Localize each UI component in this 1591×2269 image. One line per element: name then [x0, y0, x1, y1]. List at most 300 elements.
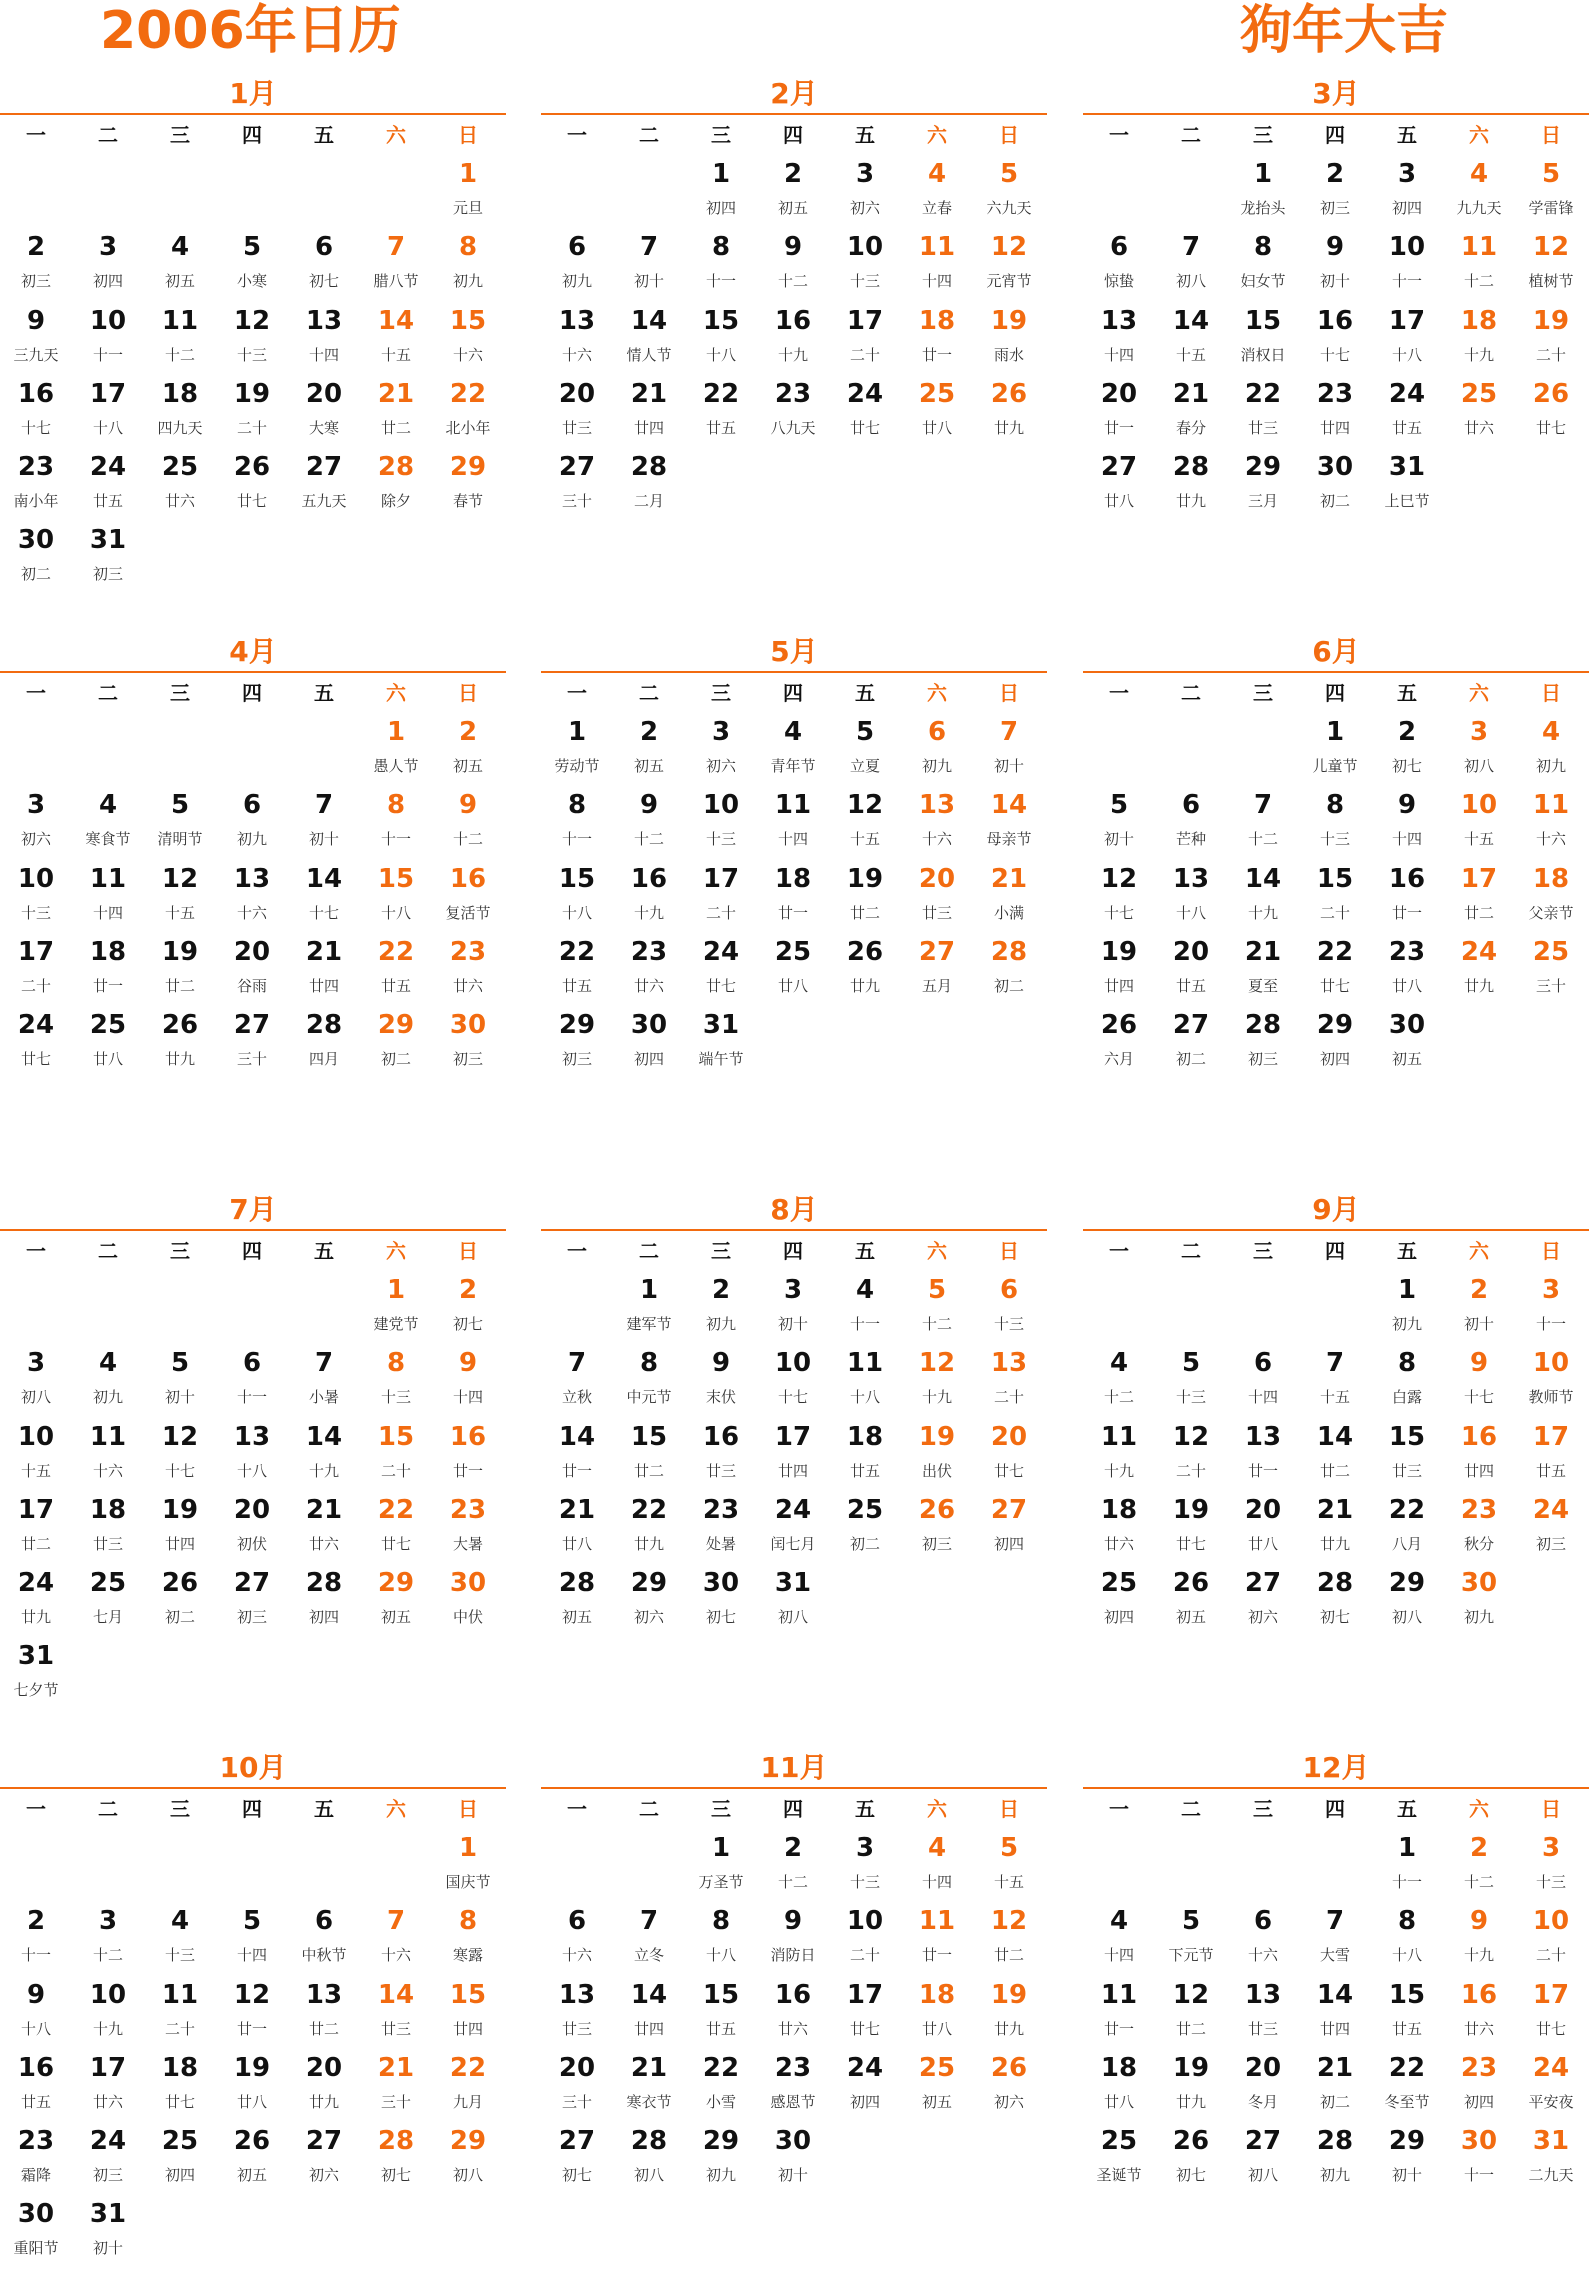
day-cell[interactable]: [1083, 302, 1155, 375]
day-cell[interactable]: [1083, 1902, 1155, 1975]
day-cell[interactable]: [1083, 1564, 1155, 1637]
day-cell[interactable]: [0, 1564, 72, 1637]
day-cell[interactable]: [613, 2049, 685, 2122]
day-cell[interactable]: [973, 302, 1045, 375]
day-cell[interactable]: [144, 786, 216, 859]
day-cell[interactable]: [901, 375, 973, 448]
day-cell[interactable]: [288, 228, 360, 301]
day-cell[interactable]: [0, 786, 72, 859]
day-cell[interactable]: [360, 375, 432, 448]
day-cell[interactable]: [1083, 1006, 1155, 1079]
day-cell[interactable]: [216, 228, 288, 301]
day-cell[interactable]: [541, 448, 613, 521]
day-cell[interactable]: [216, 1976, 288, 2049]
day-cell[interactable]: [0, 1418, 72, 1491]
day-cell[interactable]: [1155, 1564, 1227, 1637]
day-cell[interactable]: [432, 155, 504, 228]
day-cell[interactable]: [1371, 713, 1443, 786]
day-cell[interactable]: [685, 302, 757, 375]
day-cell[interactable]: [541, 713, 613, 786]
day-cell[interactable]: [1443, 1271, 1515, 1344]
day-cell[interactable]: [973, 933, 1045, 1006]
day-cell[interactable]: [144, 860, 216, 933]
day-cell[interactable]: [685, 933, 757, 1006]
day-cell[interactable]: [1443, 713, 1515, 786]
day-cell[interactable]: [1227, 155, 1299, 228]
day-cell[interactable]: [1227, 1006, 1299, 1079]
day-cell[interactable]: [973, 2049, 1045, 2122]
day-cell[interactable]: [613, 1006, 685, 1079]
day-cell[interactable]: [216, 1491, 288, 1564]
day-cell[interactable]: [973, 786, 1045, 859]
day-cell[interactable]: [541, 1418, 613, 1491]
day-cell[interactable]: [541, 933, 613, 1006]
day-cell[interactable]: [1515, 1271, 1587, 1344]
day-cell[interactable]: [685, 1976, 757, 2049]
day-cell[interactable]: [288, 1902, 360, 1975]
day-cell[interactable]: [288, 375, 360, 448]
day-cell[interactable]: [0, 2195, 72, 2268]
day-cell[interactable]: [432, 1491, 504, 1564]
day-cell[interactable]: [541, 302, 613, 375]
day-cell[interactable]: [144, 1344, 216, 1417]
day-cell[interactable]: [757, 1344, 829, 1417]
day-cell[interactable]: [1371, 448, 1443, 521]
day-cell[interactable]: [72, 2122, 144, 2195]
day-cell[interactable]: [1371, 1006, 1443, 1079]
day-cell[interactable]: [1227, 375, 1299, 448]
day-cell[interactable]: [1155, 1006, 1227, 1079]
day-cell[interactable]: [288, 2122, 360, 2195]
day-cell[interactable]: [685, 860, 757, 933]
day-cell[interactable]: [1227, 2049, 1299, 2122]
day-cell[interactable]: [360, 713, 432, 786]
day-cell[interactable]: [1083, 2049, 1155, 2122]
day-cell[interactable]: [613, 1902, 685, 1975]
day-cell[interactable]: [1227, 1491, 1299, 1564]
day-cell[interactable]: [1083, 933, 1155, 1006]
day-cell[interactable]: [1515, 302, 1587, 375]
day-cell[interactable]: [72, 448, 144, 521]
day-cell[interactable]: [1155, 1976, 1227, 2049]
day-cell[interactable]: [216, 2122, 288, 2195]
day-cell[interactable]: [360, 2049, 432, 2122]
day-cell[interactable]: [0, 1344, 72, 1417]
day-cell[interactable]: [360, 786, 432, 859]
day-cell[interactable]: [541, 2122, 613, 2195]
day-cell[interactable]: [1299, 375, 1371, 448]
day-cell[interactable]: [144, 2049, 216, 2122]
day-cell[interactable]: [541, 1902, 613, 1975]
day-cell[interactable]: [288, 1418, 360, 1491]
day-cell[interactable]: [72, 375, 144, 448]
day-cell[interactable]: [1443, 860, 1515, 933]
day-cell[interactable]: [1155, 2049, 1227, 2122]
day-cell[interactable]: [1299, 933, 1371, 1006]
day-cell[interactable]: [1515, 1829, 1587, 1902]
day-cell[interactable]: [757, 786, 829, 859]
day-cell[interactable]: [72, 1902, 144, 1975]
day-cell[interactable]: [360, 860, 432, 933]
day-cell[interactable]: [901, 1271, 973, 1344]
day-cell[interactable]: [973, 375, 1045, 448]
day-cell[interactable]: [432, 2122, 504, 2195]
day-cell[interactable]: [613, 1271, 685, 1344]
day-cell[interactable]: [1515, 860, 1587, 933]
day-cell[interactable]: [1299, 2122, 1371, 2195]
day-cell[interactable]: [72, 2195, 144, 2268]
day-cell[interactable]: [432, 860, 504, 933]
day-cell[interactable]: [1515, 2049, 1587, 2122]
day-cell[interactable]: [216, 375, 288, 448]
day-cell[interactable]: [1443, 1344, 1515, 1417]
day-cell[interactable]: [1515, 786, 1587, 859]
day-cell[interactable]: [613, 2122, 685, 2195]
day-cell[interactable]: [1515, 155, 1587, 228]
day-cell[interactable]: [288, 1006, 360, 1079]
day-cell[interactable]: [1083, 786, 1155, 859]
day-cell[interactable]: [757, 375, 829, 448]
day-cell[interactable]: [144, 375, 216, 448]
day-cell[interactable]: [829, 1271, 901, 1344]
day-cell[interactable]: [288, 448, 360, 521]
day-cell[interactable]: [216, 933, 288, 1006]
day-cell[interactable]: [216, 860, 288, 933]
day-cell[interactable]: [829, 1902, 901, 1975]
day-cell[interactable]: [432, 302, 504, 375]
day-cell[interactable]: [1155, 933, 1227, 1006]
day-cell[interactable]: [901, 1829, 973, 1902]
day-cell[interactable]: [541, 1344, 613, 1417]
day-cell[interactable]: [360, 2122, 432, 2195]
day-cell[interactable]: [1083, 228, 1155, 301]
day-cell[interactable]: [685, 2122, 757, 2195]
day-cell[interactable]: [1443, 1491, 1515, 1564]
day-cell[interactable]: [613, 302, 685, 375]
day-cell[interactable]: [1155, 228, 1227, 301]
day-cell[interactable]: [144, 448, 216, 521]
day-cell[interactable]: [1227, 1418, 1299, 1491]
day-cell[interactable]: [1443, 933, 1515, 1006]
day-cell[interactable]: [685, 228, 757, 301]
day-cell[interactable]: [757, 713, 829, 786]
day-cell[interactable]: [973, 860, 1045, 933]
day-cell[interactable]: [1371, 860, 1443, 933]
day-cell[interactable]: [1227, 1902, 1299, 1975]
day-cell[interactable]: [829, 2049, 901, 2122]
day-cell[interactable]: [541, 375, 613, 448]
day-cell[interactable]: [829, 375, 901, 448]
day-cell[interactable]: [1515, 933, 1587, 1006]
day-cell[interactable]: [72, 1491, 144, 1564]
day-cell[interactable]: [1155, 448, 1227, 521]
day-cell[interactable]: [432, 1976, 504, 2049]
day-cell[interactable]: [1155, 302, 1227, 375]
day-cell[interactable]: [1299, 786, 1371, 859]
day-cell[interactable]: [1083, 860, 1155, 933]
day-cell[interactable]: [1299, 1344, 1371, 1417]
day-cell[interactable]: [432, 1902, 504, 1975]
day-cell[interactable]: [901, 1491, 973, 1564]
day-cell[interactable]: [541, 786, 613, 859]
day-cell[interactable]: [288, 1344, 360, 1417]
day-cell[interactable]: [216, 1902, 288, 1975]
day-cell[interactable]: [685, 1344, 757, 1417]
day-cell[interactable]: [829, 1344, 901, 1417]
day-cell[interactable]: [757, 228, 829, 301]
day-cell[interactable]: [1371, 155, 1443, 228]
day-cell[interactable]: [1299, 860, 1371, 933]
day-cell[interactable]: [1083, 1344, 1155, 1417]
day-cell[interactable]: [829, 1829, 901, 1902]
day-cell[interactable]: [829, 1418, 901, 1491]
day-cell[interactable]: [1371, 1564, 1443, 1637]
day-cell[interactable]: [144, 1564, 216, 1637]
day-cell[interactable]: [1227, 2122, 1299, 2195]
day-cell[interactable]: [432, 1829, 504, 1902]
day-cell[interactable]: [901, 713, 973, 786]
day-cell[interactable]: [0, 302, 72, 375]
day-cell[interactable]: [1443, 302, 1515, 375]
day-cell[interactable]: [144, 302, 216, 375]
day-cell[interactable]: [1155, 860, 1227, 933]
day-cell[interactable]: [901, 1902, 973, 1975]
day-cell[interactable]: [685, 1564, 757, 1637]
day-cell[interactable]: [757, 1491, 829, 1564]
day-cell[interactable]: [1299, 302, 1371, 375]
day-cell[interactable]: [613, 375, 685, 448]
day-cell[interactable]: [216, 302, 288, 375]
day-cell[interactable]: [1299, 228, 1371, 301]
day-cell[interactable]: [432, 786, 504, 859]
day-cell[interactable]: [1371, 933, 1443, 1006]
day-cell[interactable]: [1299, 2049, 1371, 2122]
day-cell[interactable]: [829, 1976, 901, 2049]
day-cell[interactable]: [973, 1976, 1045, 2049]
day-cell[interactable]: [1371, 2049, 1443, 2122]
day-cell[interactable]: [432, 1344, 504, 1417]
day-cell[interactable]: [288, 860, 360, 933]
day-cell[interactable]: [613, 1976, 685, 2049]
day-cell[interactable]: [1371, 1902, 1443, 1975]
day-cell[interactable]: [613, 786, 685, 859]
day-cell[interactable]: [973, 155, 1045, 228]
day-cell[interactable]: [685, 375, 757, 448]
day-cell[interactable]: [757, 1418, 829, 1491]
day-cell[interactable]: [1443, 1902, 1515, 1975]
day-cell[interactable]: [288, 1564, 360, 1637]
day-cell[interactable]: [973, 1418, 1045, 1491]
day-cell[interactable]: [1155, 375, 1227, 448]
day-cell[interactable]: [757, 1902, 829, 1975]
day-cell[interactable]: [144, 2122, 216, 2195]
day-cell[interactable]: [432, 1564, 504, 1637]
day-cell[interactable]: [1083, 1491, 1155, 1564]
day-cell[interactable]: [0, 1491, 72, 1564]
day-cell[interactable]: [541, 1006, 613, 1079]
day-cell[interactable]: [829, 933, 901, 1006]
day-cell[interactable]: [901, 155, 973, 228]
day-cell[interactable]: [1155, 1344, 1227, 1417]
day-cell[interactable]: [901, 1976, 973, 2049]
day-cell[interactable]: [541, 1564, 613, 1637]
day-cell[interactable]: [432, 228, 504, 301]
day-cell[interactable]: [1299, 1902, 1371, 1975]
day-cell[interactable]: [613, 1564, 685, 1637]
day-cell[interactable]: [72, 786, 144, 859]
day-cell[interactable]: [973, 1271, 1045, 1344]
day-cell[interactable]: [1155, 1418, 1227, 1491]
day-cell[interactable]: [1515, 1976, 1587, 2049]
day-cell[interactable]: [0, 860, 72, 933]
day-cell[interactable]: [1371, 375, 1443, 448]
day-cell[interactable]: [0, 228, 72, 301]
day-cell[interactable]: [1371, 1271, 1443, 1344]
day-cell[interactable]: [901, 228, 973, 301]
day-cell[interactable]: [432, 375, 504, 448]
day-cell[interactable]: [1227, 1976, 1299, 2049]
day-cell[interactable]: [901, 2049, 973, 2122]
day-cell[interactable]: [541, 228, 613, 301]
day-cell[interactable]: [685, 713, 757, 786]
day-cell[interactable]: [360, 448, 432, 521]
day-cell[interactable]: [216, 786, 288, 859]
day-cell[interactable]: [1227, 1344, 1299, 1417]
day-cell[interactable]: [1515, 1344, 1587, 1417]
day-cell[interactable]: [685, 786, 757, 859]
day-cell[interactable]: [288, 2049, 360, 2122]
day-cell[interactable]: [1155, 2122, 1227, 2195]
day-cell[interactable]: [1371, 1344, 1443, 1417]
day-cell[interactable]: [829, 713, 901, 786]
day-cell[interactable]: [973, 713, 1045, 786]
day-cell[interactable]: [1515, 1902, 1587, 1975]
day-cell[interactable]: [72, 1976, 144, 2049]
day-cell[interactable]: [685, 1271, 757, 1344]
day-cell[interactable]: [1227, 786, 1299, 859]
day-cell[interactable]: [1515, 713, 1587, 786]
day-cell[interactable]: [1227, 933, 1299, 1006]
day-cell[interactable]: [1299, 155, 1371, 228]
day-cell[interactable]: [288, 1976, 360, 2049]
day-cell[interactable]: [1155, 1491, 1227, 1564]
day-cell[interactable]: [1371, 1976, 1443, 2049]
day-cell[interactable]: [360, 1491, 432, 1564]
day-cell[interactable]: [613, 228, 685, 301]
day-cell[interactable]: [1371, 1491, 1443, 1564]
day-cell[interactable]: [685, 155, 757, 228]
day-cell[interactable]: [901, 933, 973, 1006]
day-cell[interactable]: [1515, 1491, 1587, 1564]
day-cell[interactable]: [973, 1344, 1045, 1417]
day-cell[interactable]: [432, 448, 504, 521]
day-cell[interactable]: [432, 1418, 504, 1491]
day-cell[interactable]: [1515, 1418, 1587, 1491]
day-cell[interactable]: [1083, 448, 1155, 521]
day-cell[interactable]: [1155, 1902, 1227, 1975]
day-cell[interactable]: [0, 1976, 72, 2049]
day-cell[interactable]: [1443, 2122, 1515, 2195]
day-cell[interactable]: [432, 713, 504, 786]
day-cell[interactable]: [216, 1006, 288, 1079]
day-cell[interactable]: [72, 1564, 144, 1637]
day-cell[interactable]: [72, 1344, 144, 1417]
day-cell[interactable]: [360, 1564, 432, 1637]
day-cell[interactable]: [1227, 1564, 1299, 1637]
day-cell[interactable]: [541, 2049, 613, 2122]
day-cell[interactable]: [613, 1491, 685, 1564]
day-cell[interactable]: [1443, 1829, 1515, 1902]
day-cell[interactable]: [144, 1418, 216, 1491]
day-cell[interactable]: [757, 1976, 829, 2049]
day-cell[interactable]: [613, 1344, 685, 1417]
day-cell[interactable]: [1443, 228, 1515, 301]
day-cell[interactable]: [1299, 1491, 1371, 1564]
day-cell[interactable]: [973, 1902, 1045, 1975]
day-cell[interactable]: [432, 1006, 504, 1079]
day-cell[interactable]: [1227, 228, 1299, 301]
day-cell[interactable]: [973, 1829, 1045, 1902]
day-cell[interactable]: [757, 302, 829, 375]
day-cell[interactable]: [901, 1344, 973, 1417]
day-cell[interactable]: [1299, 448, 1371, 521]
day-cell[interactable]: [613, 933, 685, 1006]
day-cell[interactable]: [1443, 375, 1515, 448]
day-cell[interactable]: [1371, 228, 1443, 301]
day-cell[interactable]: [216, 448, 288, 521]
day-cell[interactable]: [1371, 2122, 1443, 2195]
day-cell[interactable]: [360, 1344, 432, 1417]
day-cell[interactable]: [1443, 786, 1515, 859]
day-cell[interactable]: [1515, 2122, 1587, 2195]
day-cell[interactable]: [72, 302, 144, 375]
day-cell[interactable]: [1443, 1564, 1515, 1637]
day-cell[interactable]: [432, 933, 504, 1006]
day-cell[interactable]: [144, 1006, 216, 1079]
day-cell[interactable]: [360, 1006, 432, 1079]
day-cell[interactable]: [360, 933, 432, 1006]
day-cell[interactable]: [72, 1006, 144, 1079]
day-cell[interactable]: [1299, 713, 1371, 786]
day-cell[interactable]: [360, 1976, 432, 2049]
day-cell[interactable]: [288, 1491, 360, 1564]
day-cell[interactable]: [144, 1491, 216, 1564]
day-cell[interactable]: [72, 860, 144, 933]
day-cell[interactable]: [72, 933, 144, 1006]
day-cell[interactable]: [757, 2122, 829, 2195]
day-cell[interactable]: [1083, 2122, 1155, 2195]
day-cell[interactable]: [757, 1271, 829, 1344]
day-cell[interactable]: [0, 2122, 72, 2195]
day-cell[interactable]: [901, 302, 973, 375]
day-cell[interactable]: [1371, 1418, 1443, 1491]
day-cell[interactable]: [1227, 302, 1299, 375]
day-cell[interactable]: [685, 1829, 757, 1902]
day-cell[interactable]: [973, 1491, 1045, 1564]
day-cell[interactable]: [901, 860, 973, 933]
day-cell[interactable]: [1299, 1976, 1371, 2049]
day-cell[interactable]: [1443, 2049, 1515, 2122]
day-cell[interactable]: [829, 228, 901, 301]
day-cell[interactable]: [1443, 155, 1515, 228]
day-cell[interactable]: [1515, 228, 1587, 301]
day-cell[interactable]: [1227, 448, 1299, 521]
day-cell[interactable]: [216, 1344, 288, 1417]
day-cell[interactable]: [1443, 1418, 1515, 1491]
day-cell[interactable]: [1299, 1564, 1371, 1637]
day-cell[interactable]: [685, 1491, 757, 1564]
day-cell[interactable]: [1227, 860, 1299, 933]
